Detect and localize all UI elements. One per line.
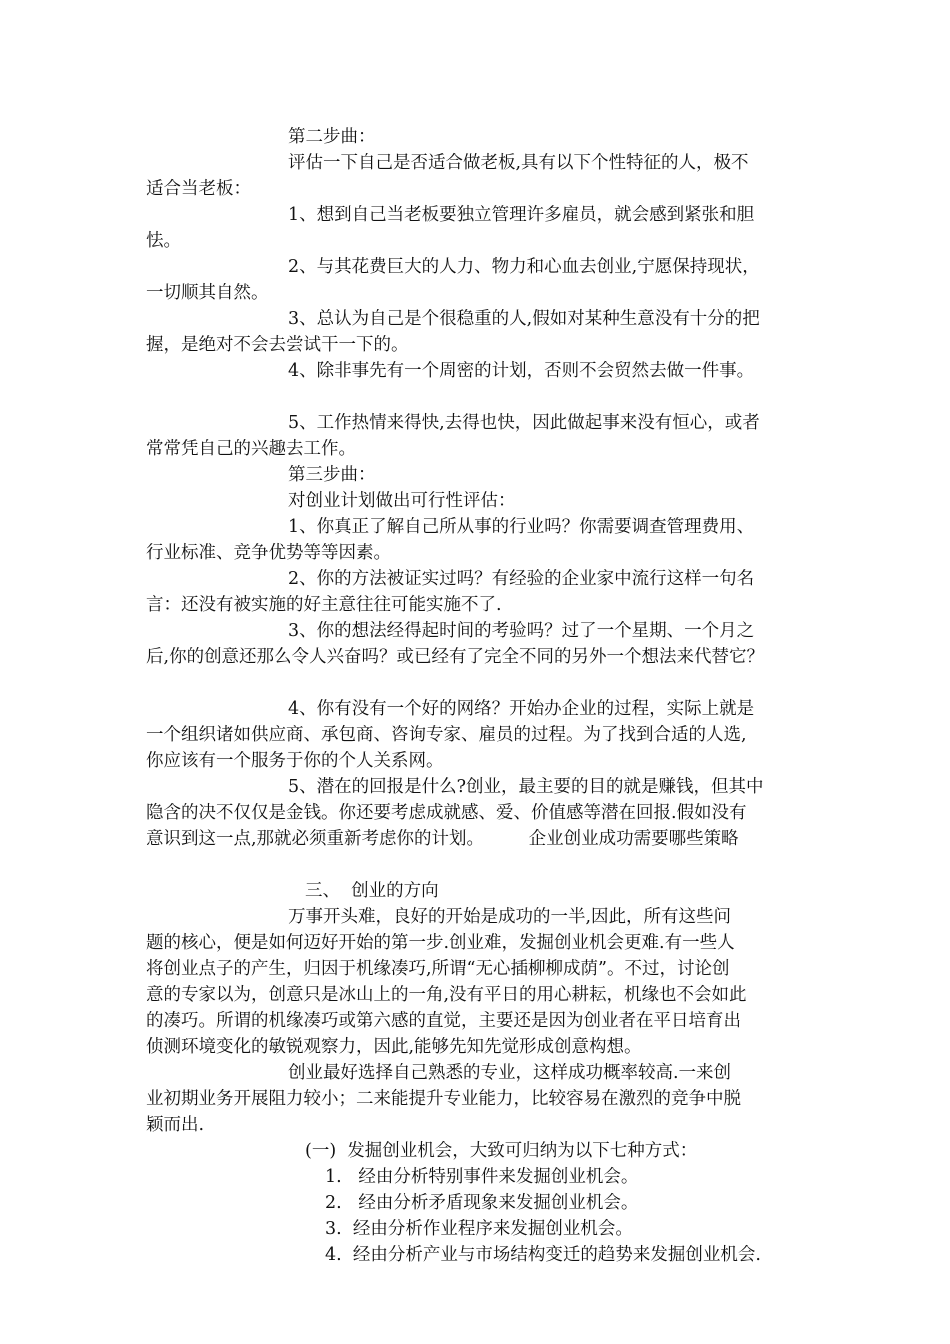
paragraph-line: 万事开头难，良好的开始是成功的一半,因此，所有这些问: [288, 907, 732, 927]
list-item-line: 3、你的想法经得起时间的考验吗？过了一个星期、一个月之: [288, 621, 755, 641]
section-heading-step3: 第三步曲：: [288, 465, 376, 485]
list-item-line: 隐含的决不仅仅是金钱。你还要考虑成就感、爱、价值感等潜在回报.假如没有: [146, 803, 747, 823]
list-item-line: 行业标准、竞争优势等等因素。: [146, 543, 391, 563]
section-heading-direction: 三、 创业的方向: [305, 881, 439, 901]
paragraph-line: 评估一下自己是否适合做老板,具有以下个性特征的人，极不: [288, 153, 749, 173]
paragraph-line: 业初期业务开展阻力较小；二来能提升专业能力，比较容易在激烈的竞争中脱: [146, 1089, 741, 1109]
paragraph-line: 侦测环境变化的敏锐观察力，因此,能够先知先觉形成创意构想。: [146, 1037, 642, 1057]
list-item-line: 4、你有没有一个好的网络？开始办企业的过程，实际上就是: [288, 699, 755, 719]
list-item-line: 3、总认为自己是个很稳重的人,假如对某种生意没有十分的把: [288, 309, 760, 329]
list-item: 1. 经由分析特别事件来发掘创业机会。: [325, 1167, 639, 1187]
list-item: 2. 经由分析矛盾现象来发掘创业机会。: [325, 1193, 639, 1213]
list-item: 4. 经由分析产业与市场结构变迁的趋势来发掘创业机会.: [325, 1245, 761, 1265]
list-item-line: 5、工作热情来得快,去得也快，因此做起事来没有恒心，或者: [288, 413, 760, 433]
paragraph-line: 适合当老板：: [146, 179, 251, 199]
list-item-line: 后,你的创意还那么令人兴奋吗？或已经有了完全不同的另外一个想法来代替它？: [146, 647, 765, 667]
list-item-line: 5、潜在的回报是什么?创业，最主要的目的就是赚钱，但其中: [288, 777, 764, 797]
list-item: 3. 经由分析作业程序来发掘创业机会。: [325, 1219, 633, 1239]
sub-heading: (一) 发掘创业机会，大致可归纳为以下七种方式：: [305, 1141, 698, 1161]
list-item-line: 言：还没有被实施的好主意往往可能实施不了.: [146, 595, 502, 615]
list-item-line: 4、除非事先有一个周密的计划，否则不会贸然去做一件事。: [288, 361, 755, 381]
paragraph-line: 创业最好选择自己熟悉的专业，这样成功概率较高.一来创: [288, 1063, 732, 1083]
paragraph-line: 意的专家以为，创意只是冰山上的一角,没有平日的用心耕耘，机缘也不会如此: [146, 985, 747, 1005]
list-item-line: 怯。: [146, 231, 181, 251]
list-item-line: 1、你真正了解自己所从事的行业吗？你需要调查管理费用、: [288, 517, 755, 537]
list-item-line: 2、与其花费巨大的人力、物力和心血去创业,宁愿保持现状，: [288, 257, 760, 277]
paragraph-line: 题的核心，便是如何迈好开始的第一步.创业难，发掘创业机会更难.有一些人: [146, 933, 735, 953]
list-item-line: 你应该有一个服务于你的个人关系网。: [146, 751, 444, 771]
list-item-line: 一个组织诸如供应商、承包商、咨询专家、雇员的过程。为了找到合适的人选,: [146, 725, 747, 745]
section-heading-step2: 第二步曲：: [288, 127, 376, 147]
paragraph-line: 颖而出.: [146, 1115, 205, 1135]
paragraph-line: 将创业点子的产生，归因于机缘凑巧,所谓“无心插柳柳成荫”。不过，讨论创: [146, 959, 730, 979]
list-item-line: 2、你的方法被证实过吗？有经验的企业家中流行这样一句名: [288, 569, 755, 589]
list-item-line: 一切顺其自然。: [146, 283, 269, 303]
paragraph-line: 的凑巧。所谓的机缘凑巧或第六感的直觉，主要还是因为创业者在平日培育出: [146, 1011, 741, 1031]
list-item-line: 握，是绝对不会去尝试干一下的。: [146, 335, 409, 355]
list-item-line: 常常凭自己的兴趣去工作。: [146, 439, 356, 459]
paragraph-line: 对创业计划做出可行性评估：: [288, 491, 516, 511]
list-item-line: 意识到这一点,那就必须重新考虑你的计划。 企业创业成功需要哪些策略: [146, 829, 739, 849]
list-item-line: 1、想到自己当老板要独立管理许多雇员，就会感到紧张和胆: [288, 205, 755, 225]
